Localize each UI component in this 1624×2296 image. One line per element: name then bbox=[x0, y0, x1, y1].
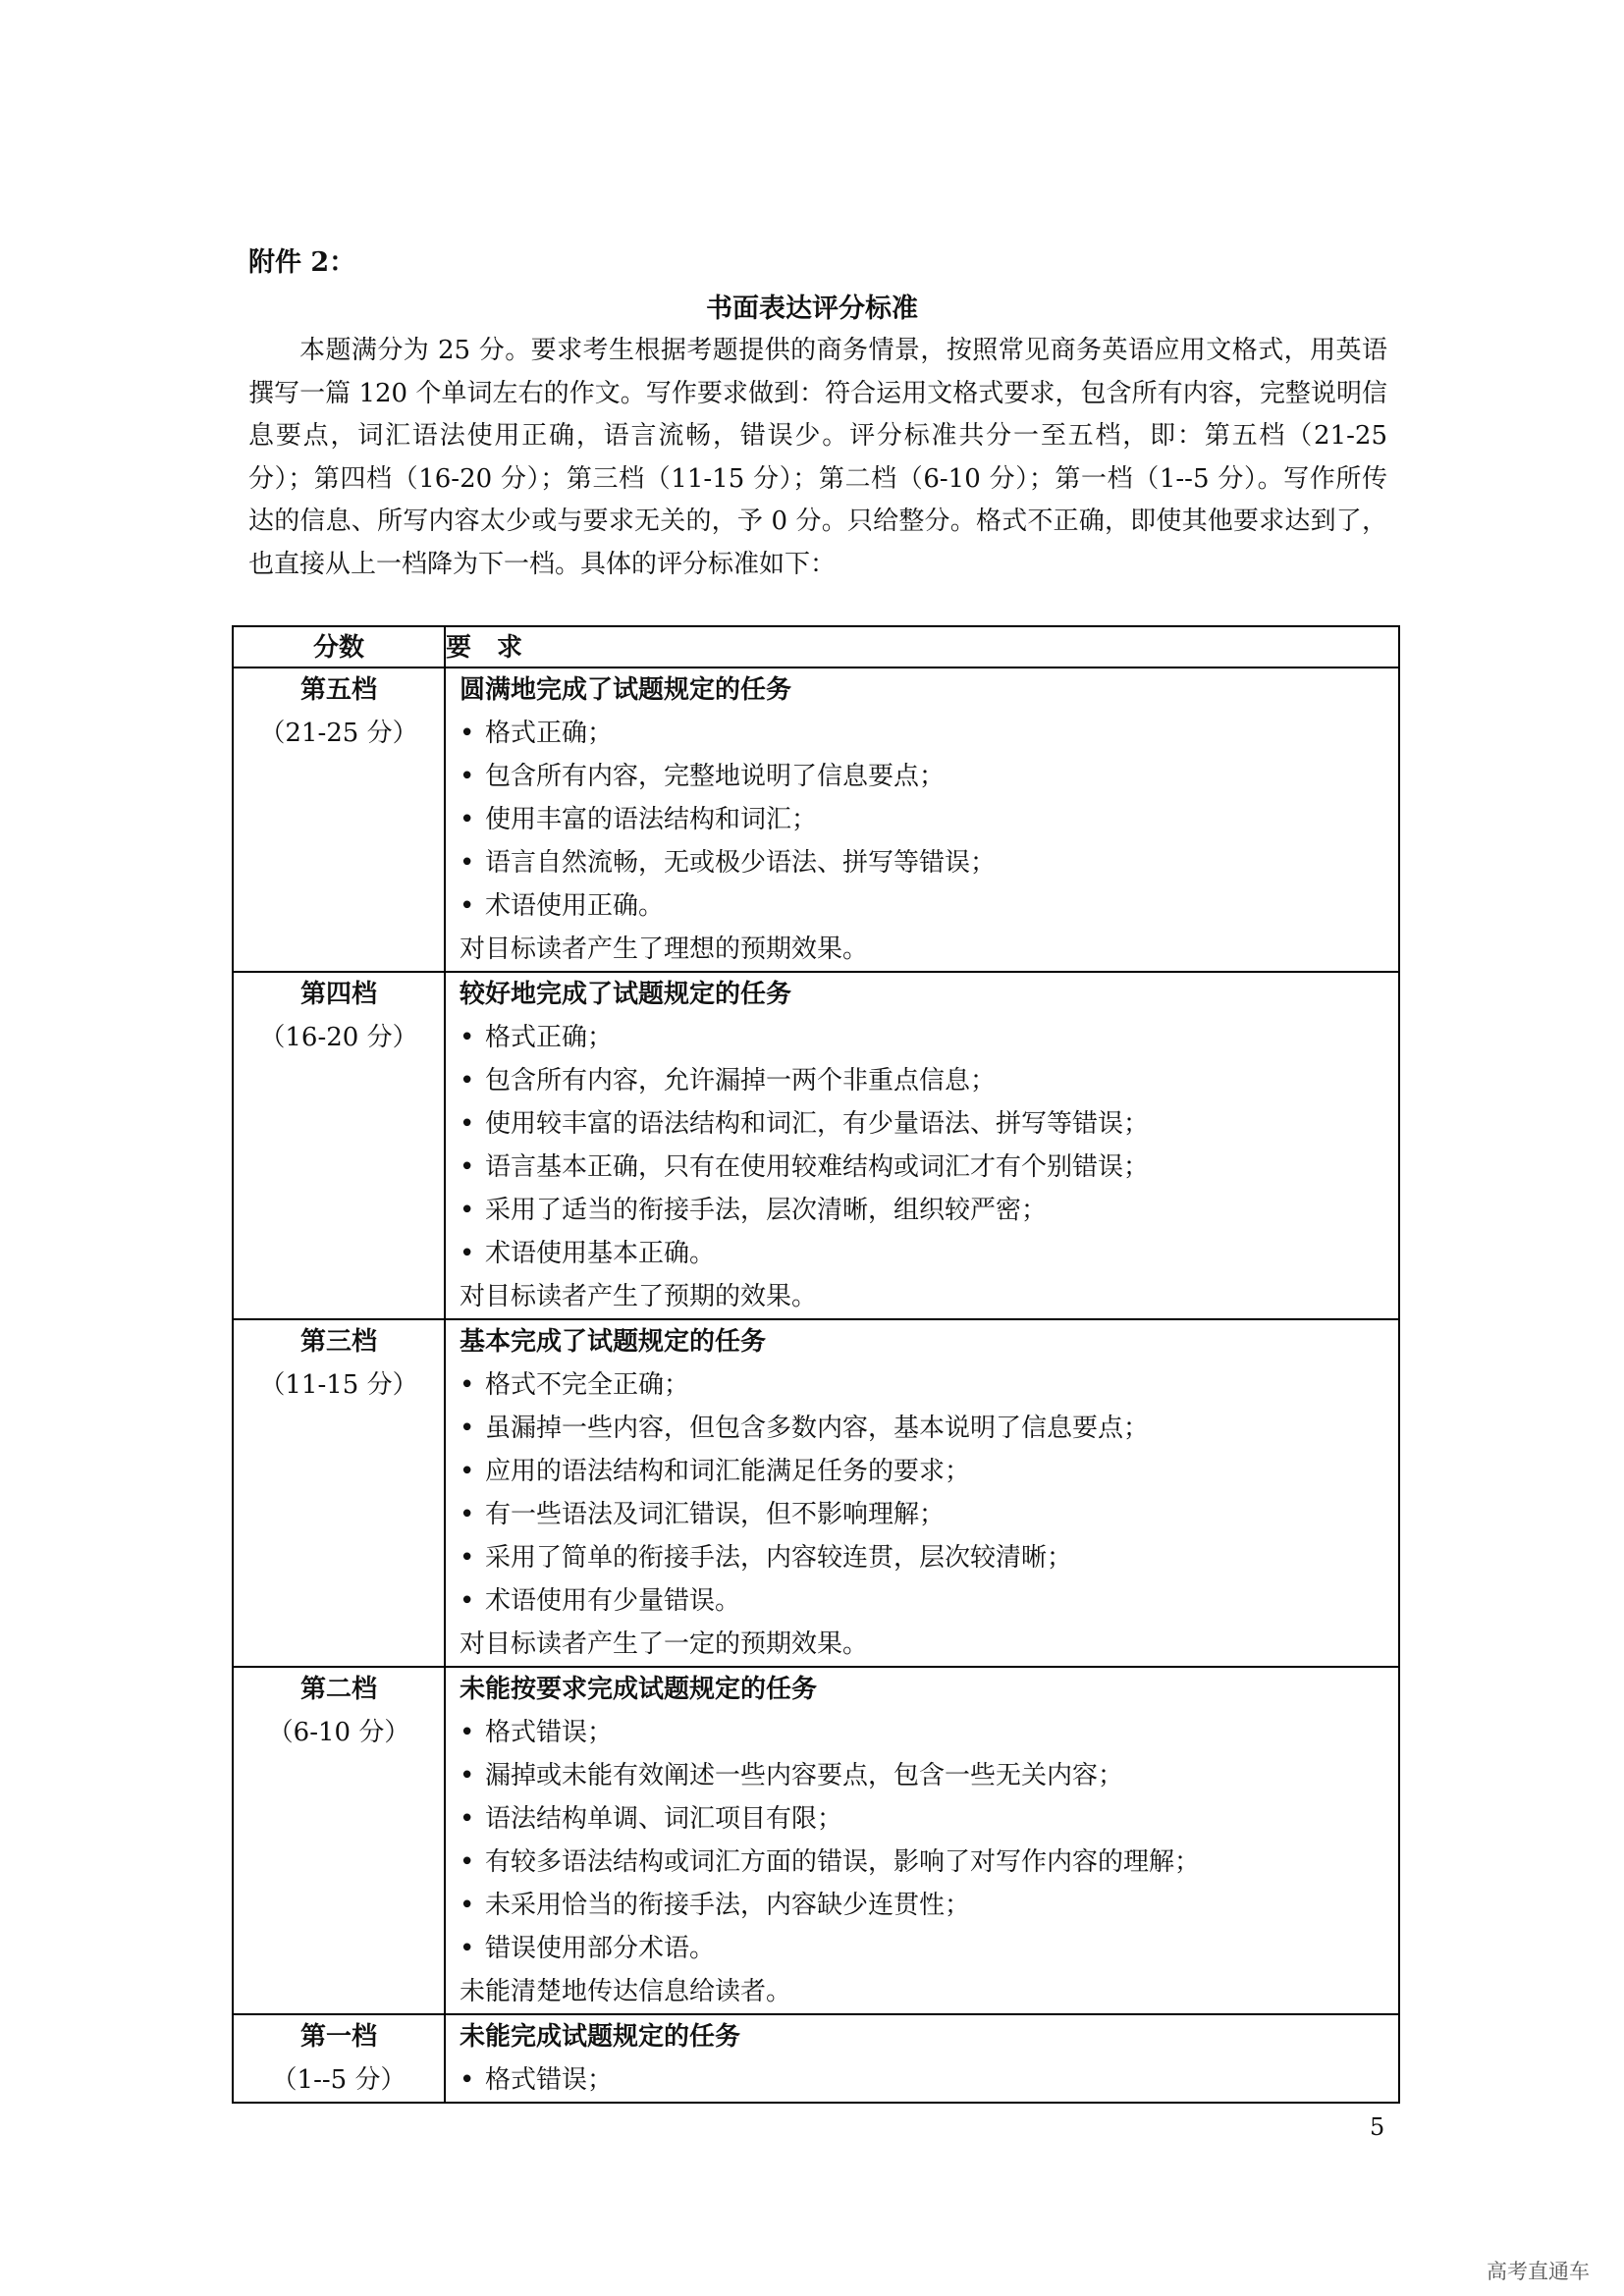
band-requirements-cell bbox=[445, 1667, 1399, 2014]
requirement-text: 有较多语法结构或词汇方面的错误，影响了对写作内容的理解； bbox=[485, 1847, 1201, 1877]
bullet-icon: • bbox=[460, 1370, 475, 1400]
requirement-bullet bbox=[460, 755, 1398, 798]
band-name: 第一档 bbox=[299, 2022, 377, 2052]
document-title: 书面表达评分标准 bbox=[706, 294, 918, 324]
requirement-text: 使用丰富的语法结构和词汇； bbox=[485, 805, 818, 834]
band-score-cell bbox=[233, 1667, 445, 2014]
bullet-icon: • bbox=[460, 1152, 475, 1182]
requirement-text: 包含所有内容，允许漏掉一两个非重点信息； bbox=[485, 1066, 997, 1095]
bullet-icon: • bbox=[460, 1718, 475, 1747]
requirement-bullet bbox=[460, 1927, 1398, 1970]
intro-paragraph bbox=[248, 330, 1387, 587]
requirement-bullet bbox=[460, 712, 1398, 755]
requirement-bullet bbox=[460, 1189, 1398, 1232]
bullet-icon: • bbox=[460, 2065, 475, 2095]
page-number: 5 bbox=[1370, 2113, 1385, 2141]
band-effect: 对目标读者产生了一定的预期效果。 bbox=[460, 1629, 869, 1659]
band-requirements-cell bbox=[445, 2014, 1399, 2103]
requirement-bullet bbox=[460, 1711, 1398, 1754]
bullet-icon: • bbox=[460, 719, 475, 748]
requirement-bullet bbox=[460, 1146, 1398, 1189]
requirement-bullet bbox=[460, 1841, 1398, 1884]
bullet-icon: • bbox=[460, 1023, 475, 1052]
watermark: 高考直通车 bbox=[1487, 2260, 1590, 2283]
band-heading: 基本完成了试题规定的任务 bbox=[460, 1327, 767, 1357]
bullet-icon: • bbox=[460, 1457, 475, 1486]
requirement-bullet bbox=[460, 1797, 1398, 1841]
requirement-text: 术语使用有少量错误。 bbox=[485, 1586, 741, 1616]
band-name: 第五档 bbox=[299, 675, 377, 705]
bullet-icon: • bbox=[460, 1543, 475, 1573]
bullet-icon: • bbox=[460, 1804, 475, 1834]
band-row bbox=[233, 972, 1399, 1319]
requirement-text: 语法结构单调、词汇项目有限； bbox=[485, 1804, 843, 1834]
requirement-bullet bbox=[460, 1579, 1398, 1623]
band-row bbox=[233, 1319, 1399, 1667]
bullet-icon: • bbox=[460, 1891, 475, 1920]
bullet-icon: • bbox=[460, 848, 475, 878]
requirement-text: 采用了简单的衔接手法，内容较连贯，层次较清晰； bbox=[485, 1543, 1073, 1573]
band-effect: 对目标读者产生了预期的效果。 bbox=[460, 1282, 818, 1311]
requirement-text: 错误使用部分术语。 bbox=[485, 1934, 716, 1963]
band-range: （21-25 分） bbox=[259, 719, 418, 748]
bullet-icon: • bbox=[460, 891, 475, 921]
band-effect: 未能清楚地传达信息给读者。 bbox=[460, 1977, 792, 2006]
band-heading: 未能按要求完成试题规定的任务 bbox=[460, 1675, 818, 1704]
band-range: （16-20 分） bbox=[259, 1023, 418, 1052]
requirement-bullet bbox=[460, 1363, 1398, 1407]
requirement-bullet bbox=[460, 1536, 1398, 1579]
requirement-bullet bbox=[460, 1232, 1398, 1275]
bullet-icon: • bbox=[460, 1414, 475, 1443]
band-heading: 未能完成试题规定的任务 bbox=[460, 2022, 741, 2052]
bullet-icon: • bbox=[460, 1066, 475, 1095]
scoring-table bbox=[232, 625, 1400, 2104]
requirement-bullet bbox=[460, 1059, 1398, 1102]
requirements-column-header: 要 求 bbox=[445, 626, 1399, 667]
band-range: （11-15 分） bbox=[259, 1370, 418, 1400]
requirement-bullet bbox=[460, 1407, 1398, 1450]
requirement-bullet bbox=[460, 841, 1398, 884]
bullet-icon: • bbox=[460, 1934, 475, 1963]
requirement-text: 格式正确； bbox=[485, 1023, 614, 1052]
bullet-icon: • bbox=[460, 1500, 475, 1529]
band-row bbox=[233, 2014, 1399, 2103]
band-row bbox=[233, 1667, 1399, 2014]
requirement-text: 漏掉或未能有效阐述一些内容要点，包含一些无关内容； bbox=[485, 1761, 1124, 1790]
bullet-icon: • bbox=[460, 805, 475, 834]
band-range: （1--5 分） bbox=[271, 2065, 406, 2095]
requirement-text: 有一些语法及词汇错误，但不影响理解； bbox=[485, 1500, 946, 1529]
requirement-text: 未采用恰当的衔接手法，内容缺少连贯性； bbox=[485, 1891, 971, 1920]
band-heading: 圆满地完成了试题规定的任务 bbox=[460, 675, 792, 705]
requirement-text: 术语使用正确。 bbox=[485, 891, 665, 921]
band-requirements-cell bbox=[445, 1319, 1399, 1667]
band-name: 第二档 bbox=[299, 1675, 377, 1704]
requirement-text: 应用的语法结构和词汇能满足任务的要求； bbox=[485, 1457, 971, 1486]
requirement-text: 包含所有内容，完整地说明了信息要点； bbox=[485, 762, 946, 791]
band-row bbox=[233, 667, 1399, 972]
requirement-bullet bbox=[460, 1102, 1398, 1146]
requirement-bullet bbox=[460, 884, 1398, 928]
attachment-label: 附件 2： bbox=[248, 247, 356, 278]
bullet-icon: • bbox=[460, 762, 475, 791]
requirement-text: 格式错误； bbox=[485, 2065, 614, 2095]
band-score-cell bbox=[233, 667, 445, 972]
requirement-bullet bbox=[460, 1754, 1398, 1797]
bullet-icon: • bbox=[460, 1586, 475, 1616]
bullet-icon: • bbox=[460, 1196, 475, 1225]
band-effect: 对目标读者产生了理想的预期效果。 bbox=[460, 934, 869, 964]
bullet-icon: • bbox=[460, 1847, 475, 1877]
band-score-cell bbox=[233, 1319, 445, 1667]
band-requirements-cell bbox=[445, 667, 1399, 972]
table-body bbox=[233, 667, 1399, 2103]
table-header-row bbox=[233, 626, 1399, 667]
requirement-text: 术语使用基本正确。 bbox=[485, 1239, 716, 1268]
requirement-bullet bbox=[460, 1450, 1398, 1493]
band-heading: 较好地完成了试题规定的任务 bbox=[460, 980, 792, 1009]
band-requirements-cell bbox=[445, 972, 1399, 1319]
requirement-bullet bbox=[460, 2058, 1398, 2102]
requirement-bullet bbox=[460, 1884, 1398, 1927]
score-column-header: 分数 bbox=[233, 626, 445, 667]
requirement-text: 语言基本正确，只有在使用较难结构或词汇才有个别错误； bbox=[485, 1152, 1150, 1182]
requirement-bullet bbox=[460, 1016, 1398, 1059]
band-score-cell bbox=[233, 2014, 445, 2103]
band-score-cell bbox=[233, 972, 445, 1319]
bullet-icon: • bbox=[460, 1239, 475, 1268]
bullet-icon: • bbox=[460, 1761, 475, 1790]
requirement-text: 格式不完全正确； bbox=[485, 1370, 690, 1400]
intro-text: 本题满分为 25 分。要求考生根据考题提供的商务情景，按照常见商务英语应用文格式，用英语撰写一篇 120 个单词左右的作文。写作要求做到：符合运用文格式要求，包含所有内容，完整说明信息要点，词汇语法使用正确，语言流畅，错误少。评分标准共分一至五档，即：第五档（21-25 分）；第四档（16-20 分）；第三档（11-15 分）；第二档（6-10 分）；第一档（1--5 分）。写作所传达的信息、所写内容太少或与要求无关的，予 0 分。只给整分。格式不正确，即使其他要求达到了，也直接从上一档降为下一档。具体的评分标准如下： bbox=[248, 336, 1387, 579]
requirement-bullet bbox=[460, 1493, 1398, 1536]
requirement-text: 格式错误； bbox=[485, 1718, 614, 1747]
requirement-text: 虽漏掉一些内容，但包含多数内容，基本说明了信息要点； bbox=[485, 1414, 1150, 1443]
requirement-bullet bbox=[460, 798, 1398, 841]
band-name: 第四档 bbox=[299, 980, 377, 1009]
requirement-text: 使用较丰富的语法结构和词汇，有少量语法、拼写等错误； bbox=[485, 1109, 1150, 1139]
bullet-icon: • bbox=[460, 1109, 475, 1139]
requirement-text: 格式正确； bbox=[485, 719, 614, 748]
requirement-text: 采用了适当的衔接手法，层次清晰，组织较严密； bbox=[485, 1196, 1048, 1225]
band-range: （6-10 分） bbox=[267, 1718, 410, 1747]
requirement-text: 语言自然流畅，无或极少语法、拼写等错误； bbox=[485, 848, 997, 878]
band-name: 第三档 bbox=[299, 1327, 377, 1357]
